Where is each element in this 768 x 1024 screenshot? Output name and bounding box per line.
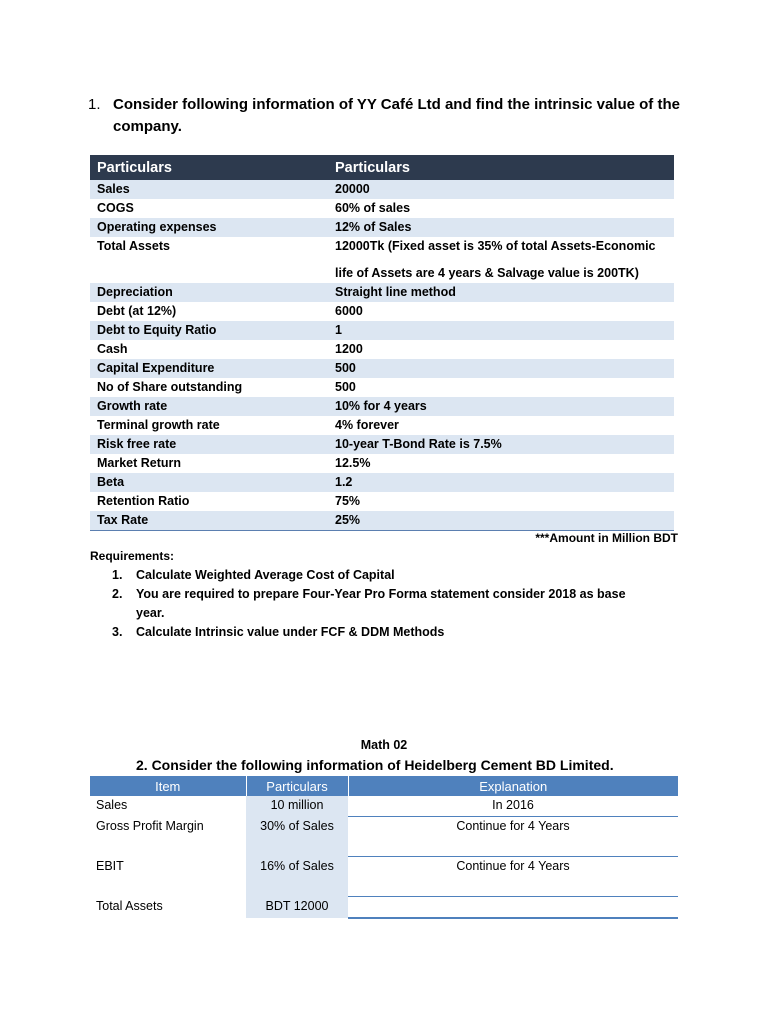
row-label: Risk free rate: [90, 435, 328, 454]
table-row: [90, 359, 674, 378]
row-value: 1.2: [328, 473, 674, 492]
row-value-line-1: 12000Tk (Fixed asset is 35% of total Assets-Economic: [335, 239, 656, 253]
row-value: 60% of sales: [335, 201, 411, 215]
row-value: 20000: [328, 180, 674, 199]
particulars-table-header: [90, 155, 674, 180]
particulars-cell: 16% of Sales: [246, 857, 348, 897]
list-item-text: Calculate Weighted Average Cost of Capital: [136, 568, 395, 582]
header-particulars: Particulars: [246, 776, 348, 796]
table-row: [90, 473, 674, 492]
list-item-text: Calculate Intrinsic value under FCF & DDM Methods: [136, 625, 445, 639]
requirements-list: [112, 566, 652, 642]
row-label: Growth rate: [90, 397, 328, 416]
table-row: [90, 454, 674, 473]
table-row: [90, 435, 674, 454]
question-1: [88, 94, 680, 138]
table-row: [90, 302, 674, 321]
row-value: 25%: [328, 511, 674, 531]
row-label: Operating expenses: [90, 218, 328, 237]
row-value: 75%: [335, 494, 361, 508]
particulars-table: [90, 155, 674, 531]
heidelberg-table-header: [90, 776, 678, 796]
list-item: [112, 585, 652, 623]
item-cell: Total Assets: [96, 898, 163, 913]
table-row: [90, 492, 674, 511]
row-value: 1200: [335, 342, 363, 356]
list-item-text: You are required to prepare Four-Year Pro Forma statement consider 2018 as base year.: [136, 587, 626, 620]
table-row: [90, 340, 674, 359]
row-label: Terminal growth rate: [97, 418, 220, 432]
row-value: 10% for 4 years: [328, 397, 674, 416]
math-02-title: Math 02: [360, 738, 408, 752]
list-item: [112, 566, 652, 585]
header-explanation: Explanation: [348, 776, 678, 796]
amount-note: ***Amount in Million BDT: [535, 531, 678, 545]
row-label: COGS: [97, 201, 134, 215]
item-cell: Gross Profit Margin: [96, 818, 204, 833]
header-particulars-1: Particulars: [90, 155, 328, 180]
question-2-text: 2. Consider the following information of Heidelberg Cement BD Limited.: [136, 757, 614, 773]
row-label: Retention Ratio: [97, 494, 190, 508]
row-label: No of Share outstanding: [97, 380, 243, 394]
particulars-cell: 30% of Sales: [246, 817, 348, 857]
table-row: [90, 796, 678, 817]
header-item: Item: [90, 776, 246, 796]
row-label: Capital Expenditure: [90, 359, 328, 378]
table-row: [90, 237, 674, 283]
table-row: [90, 378, 674, 397]
row-label: Cash: [97, 342, 128, 356]
row-label: Beta: [90, 473, 328, 492]
item-cell: EBIT: [96, 858, 124, 873]
table-row: [90, 817, 678, 857]
row-value: Straight line method: [328, 283, 674, 302]
table-row: [90, 283, 674, 302]
list-item: [112, 623, 652, 642]
particulars-cell: BDT 12000: [246, 897, 348, 919]
row-label: Depreciation: [90, 283, 328, 302]
row-value: 500: [335, 380, 356, 394]
header-particulars-2: Particulars: [328, 155, 674, 180]
list-item-number: 3.: [112, 625, 123, 639]
row-label: Debt (at 12%): [97, 304, 177, 318]
row-label: Sales: [90, 180, 328, 199]
table-row: [90, 416, 674, 435]
table-row: [90, 180, 674, 199]
row-value: 500: [328, 359, 674, 378]
heidelberg-table: [90, 776, 678, 919]
row-value: 6000: [335, 304, 363, 318]
list-item-number: 2.: [112, 587, 123, 601]
table-row: [90, 199, 674, 218]
requirements-title: Requirements:: [90, 549, 175, 563]
row-label: Debt to Equity Ratio: [90, 321, 328, 340]
row-value: 1: [328, 321, 674, 340]
row-label: Total Assets: [97, 239, 170, 253]
question-1-text: Consider following information of YY Café Ltd and find the intrinsic value of the company.: [113, 96, 680, 135]
row-value: 4% forever: [335, 418, 399, 432]
item-cell: Sales: [96, 798, 128, 812]
explanation-cell: Continue for 4 Years: [348, 817, 678, 857]
explanation-cell: Continue for 4 Years: [348, 857, 678, 897]
particulars-cell: 10 million: [246, 796, 348, 817]
row-value-line-2: life of Assets are 4 years & Salvage value is 200TK): [335, 266, 639, 280]
row-value: [328, 237, 674, 283]
table-row: [90, 511, 674, 531]
table-row: [90, 897, 678, 919]
row-label: Market Return: [97, 456, 182, 470]
row-value: 12.5%: [335, 456, 371, 470]
table-row: [90, 857, 678, 897]
explanation-cell: [348, 897, 678, 919]
table-row: [90, 218, 674, 237]
row-value: 12% of Sales: [328, 218, 674, 237]
table-row: [90, 397, 674, 416]
list-item-number: 1.: [112, 568, 123, 582]
explanation-cell: In 2016: [348, 796, 678, 817]
row-value: 10-year T-Bond Rate is 7.5%: [328, 435, 674, 454]
question-1-number: 1.: [88, 96, 101, 113]
table-row: [90, 321, 674, 340]
row-label: Tax Rate: [90, 511, 328, 531]
